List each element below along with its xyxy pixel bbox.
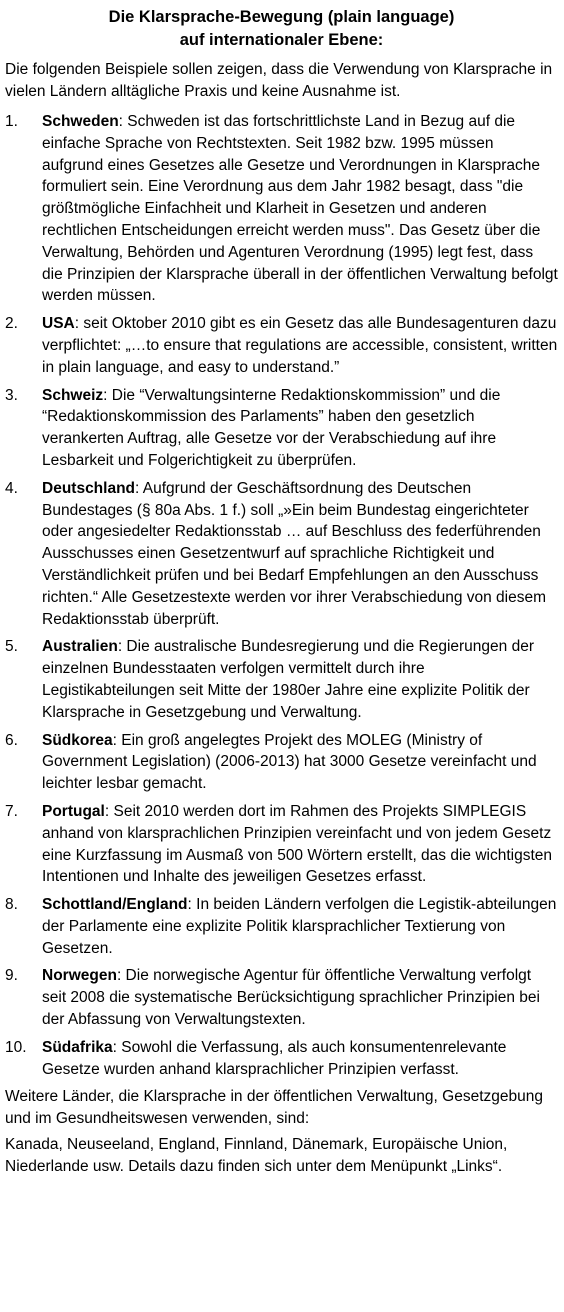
item-description: : Aufgrund der Geschäftsordnung des Deutschen Bundestages (§ 80a Abs. 1 f.) soll „»Ein beim Bundestag eingerichteter oder angesiedelter Redaktionsstab … auf Beschluss des federführenden Ausschusses einen Gesetzentwurf auf sprachliche Richtigkeit und Verständlichkeit prüfen und bei Bedarf Empfehlungen an den Ausschuss richten.“ Alle Gesetzestexte werden vor ihrer Verabschiedung von diesem Redaktionsstab überprüft. <box>42 479 547 628</box>
item-text <box>42 965 558 1030</box>
item-text <box>42 730 558 795</box>
item-number: 10. <box>5 1038 27 1056</box>
item-text <box>42 385 558 472</box>
item-number: 9. <box>5 967 18 985</box>
country-name: USA <box>42 315 75 333</box>
country-name: Schottland/England <box>42 896 188 914</box>
country-name: Norwegen <box>42 967 117 985</box>
list-item <box>5 894 558 959</box>
list-item <box>5 111 558 307</box>
item-number: 5. <box>5 638 18 656</box>
title-line-1: Die Klarsprache-Bewegung (plain language) <box>108 8 455 26</box>
list-item <box>5 478 558 631</box>
list-item <box>5 636 558 723</box>
item-number: 2. <box>5 315 18 333</box>
list-item <box>5 385 558 472</box>
country-name: Schweden <box>42 113 119 130</box>
item-text <box>42 111 558 307</box>
item-number: 6. <box>5 731 18 749</box>
item-text <box>42 801 558 888</box>
item-text <box>42 1037 558 1081</box>
country-name: Schweiz <box>42 386 104 404</box>
title-line-2: auf internationaler Ebene: <box>179 31 384 49</box>
list-item <box>5 730 558 795</box>
item-text <box>42 636 558 723</box>
country-name: Südafrika <box>42 1038 113 1056</box>
item-number: 1. <box>5 113 18 130</box>
item-number: 8. <box>5 896 18 914</box>
closing-paragraph-2: Kanada, Neuseeland, England, Finnland, Dänemark, Europäische Union, Niederlande usw. Details dazu finden sich unter dem Menüpunkt „Links“. <box>5 1136 508 1176</box>
country-name: Südkorea <box>42 731 113 749</box>
item-number: 4. <box>5 479 18 497</box>
item-text <box>42 894 558 959</box>
page-title <box>5 6 558 52</box>
item-description: : Die australische Bundesregierung und die Regierungen der einzelnen Bundesstaaten verfolgen vermittelt durch ihre Legistikabteilungen seit Mitte der 1980er Jahre eine explizite Politik der Klarsprache in Gesetzgebung und Verwaltung. <box>42 638 534 721</box>
item-description: : Schweden ist das fortschrittlichste Land in Bezug auf die einfache Sprache von Rechtstexten. Seit 1982 bzw. 1995 müssen aufgrund eines Gesetzes alle Gesetze und Verordnungen in Klarsprache formuliert sein. Eine Verordnung aus dem Jahr 1982 besagt, dass "die größtmögliche Einfachheit und Klarheit in Gesetzen und anderen rechtlichen Entscheidungen erreicht werden muss". Das Gesetz über die Verwaltung, Behörden und Agenturen Verordnung (1995) legt fest, dass die Prinzipien der Klarsprache überall in der öffentlichen Verwaltung befolgt werden müssen. <box>42 113 558 305</box>
item-number: 3. <box>5 386 18 404</box>
item-description: : Die “Verwaltungsinterne Redaktionskommission” und die “Redaktionskommission des Parlaments” haben den gesetzlich verankerten Auftrag, alle Gesetze vor der Verabschiedung auf ihre Lesbarkeit und Folgerichtigkeit zu überprüfen. <box>42 386 501 469</box>
item-text <box>42 313 558 378</box>
intro-paragraph: Die folgenden Beispiele sollen zeigen, dass die Verwendung von Klarsprache in vielen Ländern alltägliche Praxis und keine Ausnahme ist. <box>5 61 553 100</box>
country-list <box>5 111 558 1080</box>
item-description: : Sowohl die Verfassung, als auch konsumentenrelevante Gesetze wurden anhand klarsprachlicher Prinzipien verfasst. <box>42 1038 507 1078</box>
item-description: : In beiden Ländern verfolgen die Legistik-abteilungen der Parlamente eine explizite Politik klarsprachlicher Textierung von Gesetzen. <box>42 896 557 957</box>
item-number: 7. <box>5 802 18 820</box>
list-item <box>5 1037 558 1081</box>
country-name: Deutschland <box>42 479 136 497</box>
list-item <box>5 965 558 1030</box>
country-name: Portugal <box>42 802 105 820</box>
item-text <box>42 478 558 631</box>
item-description: : Ein groß angelegtes Projekt des MOLEG (Ministry of Government Legislation) (2006-2013) hat 3000 Gesetze vereinfacht und leichter lesbar gemacht. <box>42 731 537 793</box>
item-description: : seit Oktober 2010 gibt es ein Gesetz das alle Bundesagenturen dazu verpflichtet: „…to ensure that regulations are accessible, consistent, written in plain language, and easy to understand.” <box>42 315 558 376</box>
closing-paragraph-1: Weitere Länder, die Klarsprache in der öffentlichen Verwaltung, Gesetzgebung und im Gesundheitswesen verwenden, sind: <box>5 1088 543 1128</box>
item-description: : Die norwegische Agentur für öffentliche Verwaltung verfolgt seit 2008 die systematische Berücksichtigung sprachlicher Prinzipien bei der Abfassung von Verwaltungstexten. <box>42 967 540 1029</box>
list-item <box>5 313 558 378</box>
item-description: : Seit 2010 werden dort im Rahmen des Projekts SIMPLEGIS anhand von klarsprachlichen Prinzipien vereinfacht und von jedem Gesetz eine Kurzfassung im Ausmaß von 500 Wörtern erstellt, das die wichtigsten Intentionen und Inhalte des jeweiligen Gesetzes erfasst. <box>42 802 553 886</box>
list-item <box>5 801 558 888</box>
country-name: Australien <box>42 638 118 656</box>
